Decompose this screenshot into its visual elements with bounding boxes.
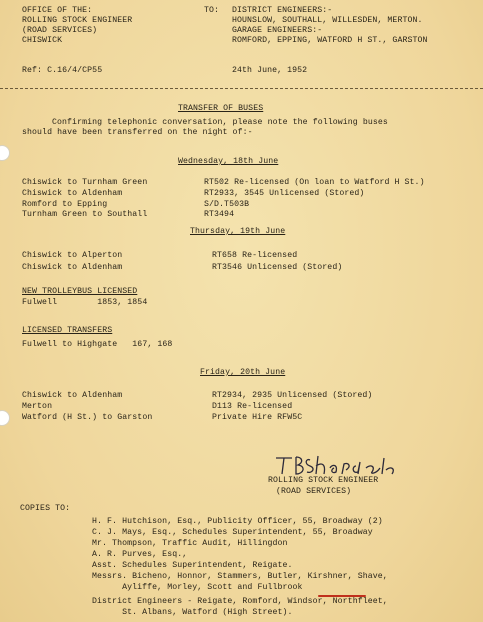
section-heading: Friday, 20th June xyxy=(200,368,286,377)
divider xyxy=(0,88,483,89)
route: Chiswick to Turnham Green xyxy=(22,178,148,187)
to-line: DISTRICT ENGINEERS:- xyxy=(232,6,333,15)
punch-hole xyxy=(0,410,10,426)
from-line: OFFICE OF THE: xyxy=(22,6,93,15)
to-line: HOUNSLOW, SOUTHALL, WILLESDEN, MERTON. xyxy=(232,16,423,25)
bus-detail: RT3546 Unlicensed (Stored) xyxy=(212,263,343,272)
trolleybus-line: Fulwell 1853, 1854 xyxy=(22,298,148,307)
copy-recipient: A. R. Purves, Esq., xyxy=(92,550,188,559)
from-line: ROLLING STOCK ENGINEER xyxy=(22,16,133,25)
trolleybus-heading: NEW TROLLEYBUS LICENSED xyxy=(22,287,138,296)
route: Romford to Epping xyxy=(22,200,108,209)
bus-detail: RT502 Re-licensed (On loan to Watford H St.) xyxy=(204,178,425,187)
route: Turnham Green to Southall xyxy=(22,210,148,219)
signature-scrawl-icon xyxy=(272,454,402,478)
bus-detail: RT658 Re-licensed xyxy=(212,251,298,260)
bus-detail: RT3494 xyxy=(204,210,235,219)
route: Chiswick to Alperton xyxy=(22,251,123,260)
bus-detail: S/D.T503B xyxy=(204,200,250,209)
to-line: GARAGE ENGINEERS:- xyxy=(232,26,323,35)
copy-recipient: C. J. Mays, Esq., Schedules Superintendent, 55, Broadway xyxy=(92,528,373,537)
signature-title: (ROAD SERVICES) xyxy=(276,487,352,496)
copy-recipient: Mr. Thompson, Traffic Audit, Hillingdon xyxy=(92,539,288,548)
to-label: TO: xyxy=(204,6,220,15)
route: Merton xyxy=(22,402,53,411)
punch-hole xyxy=(0,145,10,161)
bus-detail: Private Hire RFW5C xyxy=(212,413,303,422)
copy-recipient: H. F. Hutchison, Esq., Publicity Officer, 55, Broadway (2) xyxy=(92,517,383,526)
transfers-heading: LICENSED TRANSFERS xyxy=(22,326,113,335)
intro-line: should have been transferred on the night of:- xyxy=(22,128,253,137)
to-line: ROMFORD, EPPING, WATFORD H ST., GARSTON xyxy=(232,36,428,45)
bus-detail: RT2933, 3545 Unlicensed (Stored) xyxy=(204,189,365,198)
route: Chiswick to Aldenham xyxy=(22,391,123,400)
bus-detail: D113 Re-licensed xyxy=(212,402,293,411)
copy-recipient: Messrs. Bicheno, Honnor, Stammers, Butler, Kirshner, Shave, xyxy=(92,572,388,581)
copy-recipient: Ayliffe, Morley, Scott and Fullbrook xyxy=(92,583,303,592)
copy-recipient: District Engineers - Reigate, Romford, Windsor, Northfleet, xyxy=(92,597,388,606)
intro-line: Confirming telephonic conversation, please note the following buses xyxy=(52,118,388,127)
reference: Ref: C.16/4/CP55 xyxy=(22,66,103,75)
copy-recipient: Asst. Schedules Superintendent, Reigate. xyxy=(92,561,293,570)
copy-recipient: St. Albans, Watford (High Street). xyxy=(92,608,293,617)
section-heading: Wednesday, 18th June xyxy=(178,157,279,166)
from-line: (ROAD SERVICES) xyxy=(22,26,98,35)
from-line: CHISWICK xyxy=(22,36,63,45)
date: 24th June, 1952 xyxy=(232,66,308,75)
route: Chiswick to Aldenham xyxy=(22,189,123,198)
transfers-line: Fulwell to Highgate 167, 168 xyxy=(22,340,173,349)
bus-detail: RT2934, 2935 Unlicensed (Stored) xyxy=(212,391,373,400)
copies-label: COPIES TO: xyxy=(20,504,71,513)
section-heading: Thursday, 19th June xyxy=(190,227,286,236)
signature-title: ROLLING STOCK ENGINEER xyxy=(268,476,379,485)
route: Watford (H St.) to Garston xyxy=(22,413,153,422)
memo-title: TRANSFER OF BUSES xyxy=(178,104,264,113)
route: Chiswick to Aldenham xyxy=(22,263,123,272)
